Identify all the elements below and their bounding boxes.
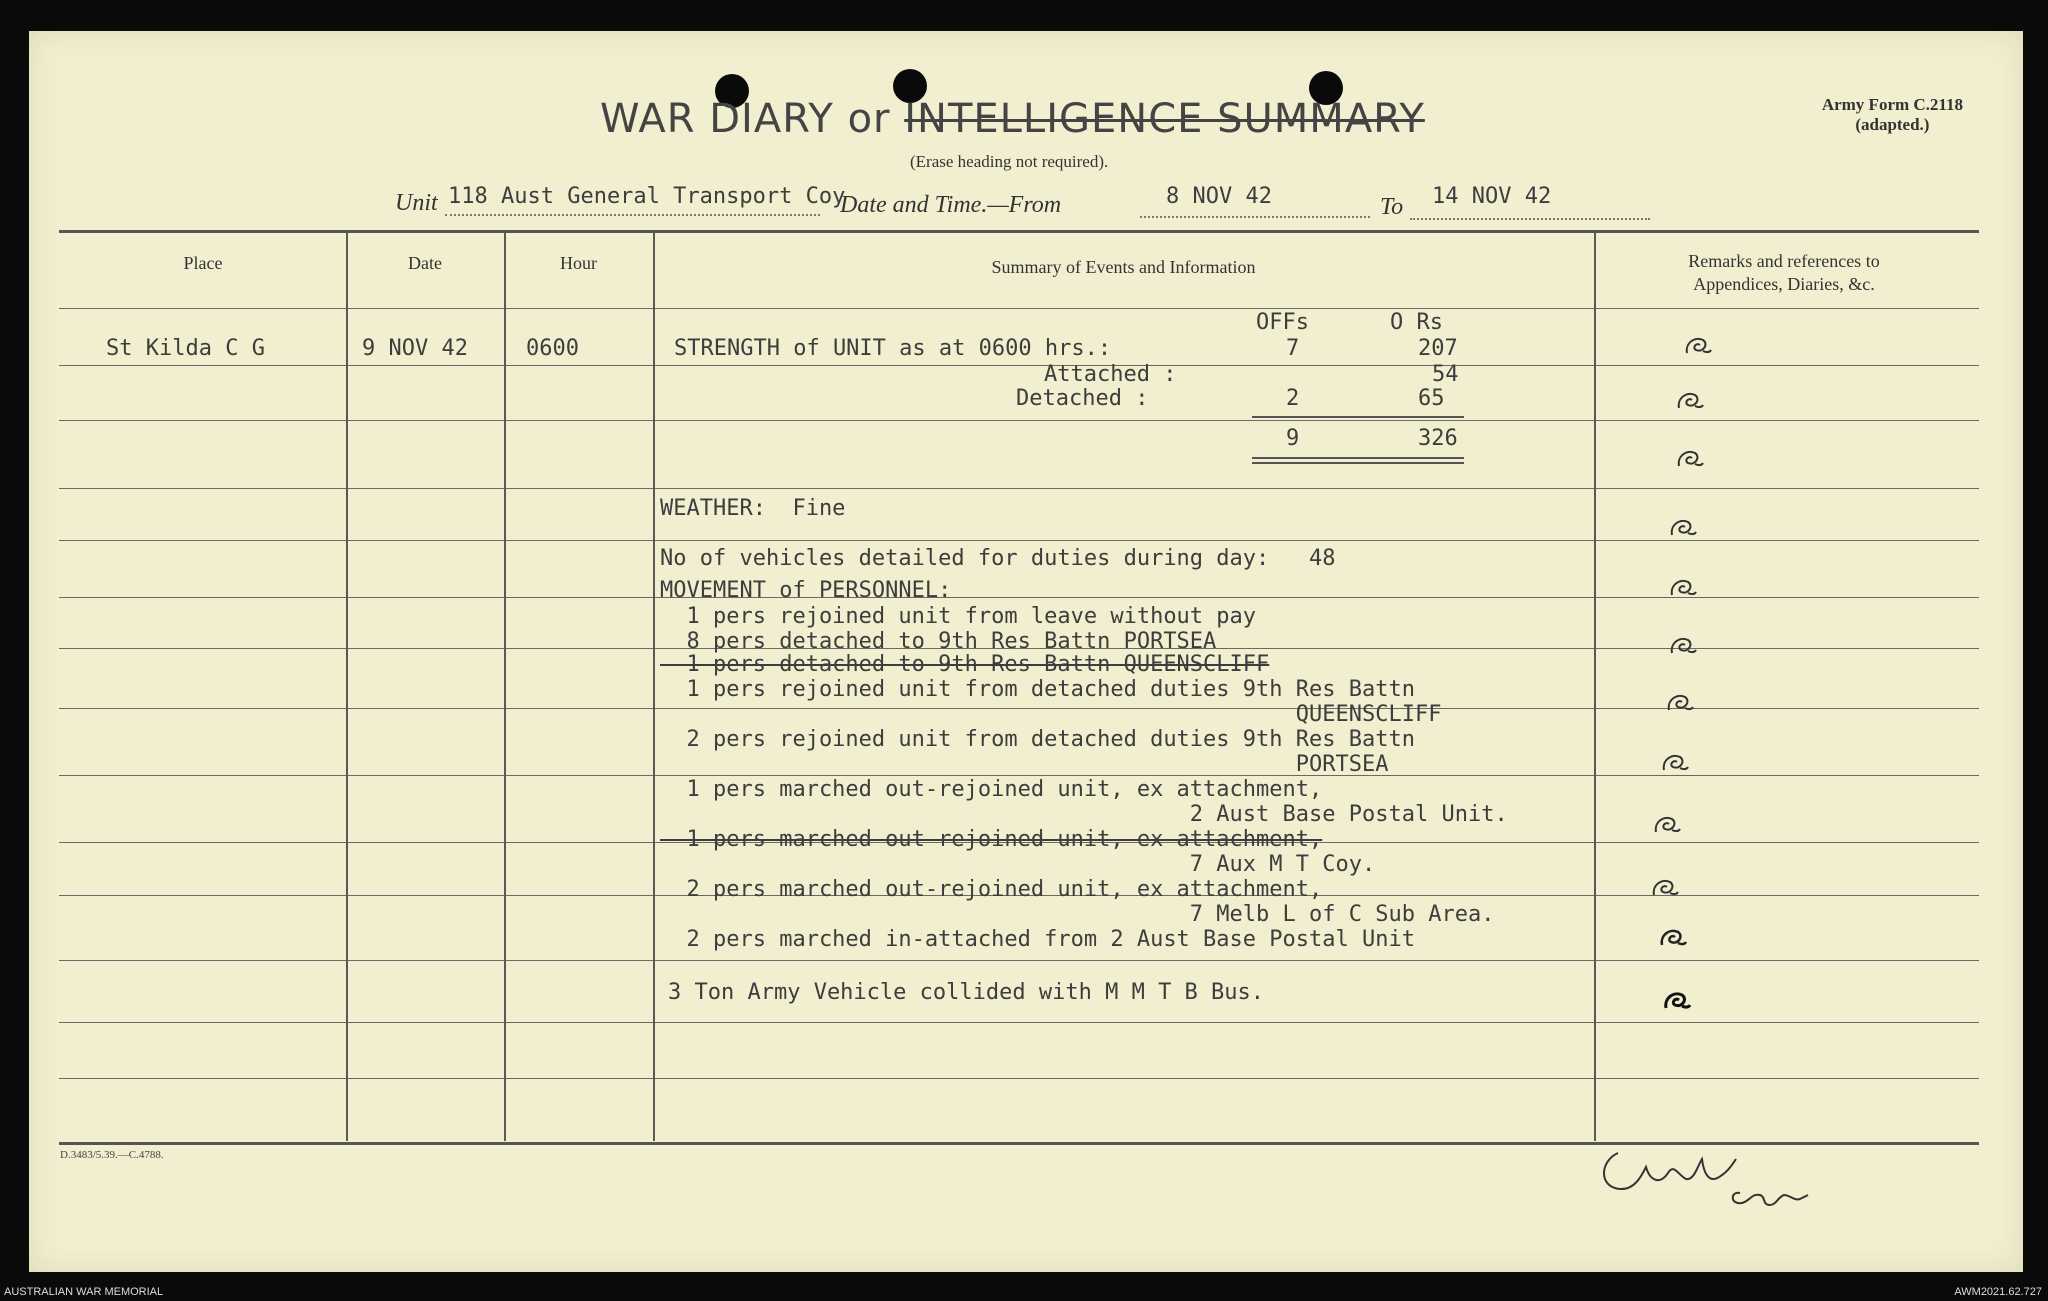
from-dotted-line (1140, 216, 1370, 218)
movement-line: 2 pers marched out-rejoined unit, ex attachment, (660, 877, 1323, 902)
to-label: To (1380, 194, 1404, 220)
incident-entry: 3 Ton Army Vehicle collided with M M T B Bus. (668, 980, 1265, 1005)
movement-line: QUEENSCLIFF (660, 702, 1442, 727)
remarks-heading-line: Remarks and references to (1688, 251, 1880, 271)
unit-dotted-line (445, 214, 820, 216)
weather-entry: WEATHER: Fine (660, 496, 846, 521)
initial-check-mark (1662, 988, 1692, 1014)
strength-col-offs: OFFs (1256, 310, 1309, 335)
total-ors-value: 326 (1418, 426, 1458, 451)
detached-offs-value: 2 (1286, 386, 1300, 411)
archive-label: AUSTRALIAN WAR MEMORIAL (4, 1286, 164, 1298)
initial-check-mark (1660, 750, 1690, 776)
strength-col-ors: O Rs (1390, 310, 1443, 335)
unit-value: 118 Aust General Transport Coy (448, 184, 846, 209)
initial-check-mark (1652, 812, 1682, 838)
column-divider (653, 231, 655, 1141)
movement-line: 1 pers rejoined unit from leave without pay (660, 604, 1257, 629)
column-header-place: Place (183, 253, 223, 273)
column-divider (504, 231, 506, 1141)
unit-label: Unit (395, 190, 438, 216)
initial-check-mark (1668, 515, 1698, 541)
remarks-heading-line: Appendices, Diaries, &c. (1693, 273, 1875, 294)
form-number: Army Form C.2118 (1821, 95, 1963, 114)
initial-check-mark (1668, 633, 1698, 659)
page-title (600, 96, 1425, 142)
column-divider (346, 231, 348, 1141)
initial-check-mark (1675, 388, 1705, 414)
detached-label: Detached : (1016, 386, 1149, 411)
initial-check-mark (1650, 875, 1680, 901)
column-header-remarks (1594, 250, 1974, 295)
strength-ors-value: 207 (1418, 336, 1458, 361)
initial-check-mark (1668, 575, 1698, 601)
column-divider (1594, 231, 1596, 1141)
movement-line: 7 Melb L of C Sub Area. (660, 902, 1495, 927)
initial-check-mark (1658, 925, 1688, 951)
total-double-rule (1252, 457, 1464, 459)
initial-check-mark (1665, 690, 1695, 716)
movement-line: 8 pers detached to 9th Res Battn PORTSEA (660, 629, 1217, 654)
movement-line: 1 pers marched out-rejoined unit, ex attachment, (660, 827, 1323, 852)
from-date: 8 NOV 42 (1166, 184, 1272, 209)
to-date: 14 NOV 42 (1432, 184, 1552, 209)
entry-place: St Kilda C G (106, 336, 265, 361)
sum-rule (1252, 416, 1464, 418)
movement-line: 1 pers marched out-rejoined unit, ex attachment, (660, 777, 1323, 802)
total-offs-value: 9 (1286, 426, 1300, 451)
title-intelligence-summary: INTELLIGENCE SUMMARY (904, 96, 1425, 142)
form-adapted: (adapted.) (1855, 115, 1930, 135)
vehicles-entry: No of vehicles detailed for duties during day: 48 (660, 546, 1336, 571)
title-war-diary: WAR DIARY or (600, 96, 891, 142)
army-form-reference (1822, 95, 1963, 136)
entry-hour: 0600 (526, 336, 579, 361)
total-double-rule (1252, 462, 1464, 464)
archive-reference: AWM2021.62.727 (1954, 1286, 2042, 1298)
movement-line: 1 pers detached to 9th Res Battn QUEENSCLIFF (660, 652, 1270, 677)
initial-check-mark (1683, 333, 1713, 359)
form-print-code: D.3483/5.39.—C.4788. (60, 1149, 164, 1161)
column-header-date: Date (408, 253, 442, 273)
attached-label: Attached : (1044, 362, 1177, 387)
movement-line: 2 Aust Base Postal Unit. (660, 802, 1508, 827)
strength-line-label: STRENGTH of UNIT as at 0600 hrs.: (674, 336, 1112, 361)
column-header-summary: Summary of Events and Information (991, 257, 1256, 277)
movement-line: 1 pers rejoined unit from detached duties 9th Res Battn (660, 677, 1415, 702)
officer-signature (1590, 1145, 1830, 1215)
movement-line: PORTSEA (660, 752, 1389, 777)
movement-line: 2 pers marched in-attached from 2 Aust Base Postal Unit (660, 927, 1415, 952)
erase-note: (Erase heading not required). (910, 152, 1109, 171)
to-dotted-line (1410, 218, 1650, 220)
movement-line: 2 pers rejoined unit from detached duties 9th Res Battn (660, 727, 1415, 752)
attached-ors-value: 54 (1432, 362, 1459, 387)
strength-offs-value: 7 (1286, 336, 1300, 361)
movement-heading: MOVEMENT of PERSONNEL: (660, 578, 952, 603)
movement-line: 7 Aux M T Coy. (660, 852, 1376, 877)
initial-check-mark (1675, 446, 1705, 472)
column-header-hour: Hour (560, 253, 597, 273)
date-time-label: Date and Time.—From (840, 192, 1062, 218)
entry-date: 9 NOV 42 (362, 336, 468, 361)
detached-ors-value: 65 (1418, 386, 1445, 411)
